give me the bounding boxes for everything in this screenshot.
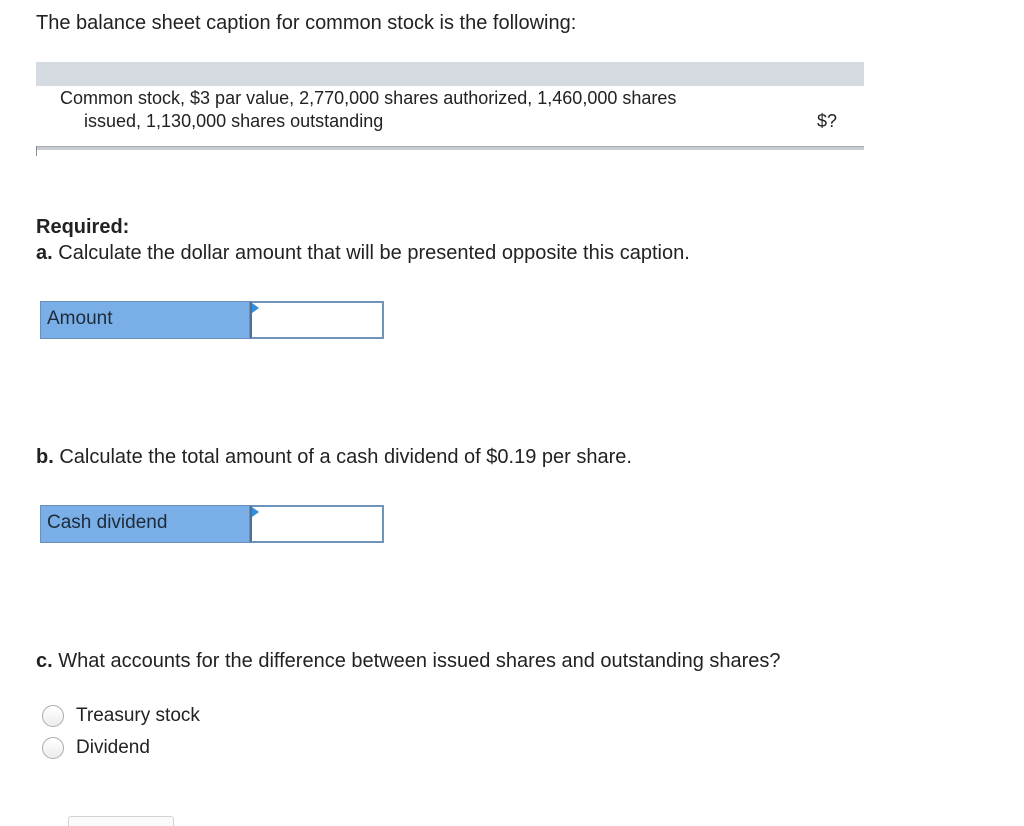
question-c-text: What accounts for the difference between issued shares and outstanding shares? — [58, 650, 781, 672]
radio-button[interactable] — [42, 737, 64, 759]
cash-dividend-input[interactable] — [252, 507, 382, 541]
question-c — [36, 650, 781, 673]
question-a — [36, 242, 690, 265]
option-treasury-stock[interactable] — [42, 705, 200, 727]
balance-sheet-bottom-rule — [36, 146, 864, 150]
option-dividend[interactable] — [42, 737, 150, 759]
caption-amount: $? — [817, 111, 838, 131]
cash-dividend-input-cell[interactable] — [250, 505, 384, 543]
amount-input-cell[interactable] — [250, 301, 384, 339]
option-label: Dividend — [76, 737, 150, 758]
input-flag-icon — [252, 507, 259, 517]
balance-sheet-rule-tick — [36, 146, 37, 156]
option-label: Treasury stock — [76, 705, 200, 726]
submit-button-partial[interactable] — [68, 816, 174, 826]
required-heading: Required: — [36, 216, 130, 238]
question-c-letter: c. — [36, 650, 53, 672]
caption-line-1: Common stock, $3 par value, 2,770,000 shares authorized, 1,460,000 shares — [60, 88, 677, 108]
cash-dividend-label: Cash dividend — [40, 505, 250, 543]
question-a-letter: a. — [36, 242, 53, 264]
question-b — [36, 446, 632, 469]
question-b-text: Calculate the total amount of a cash dividend of $0.19 per share. — [59, 446, 632, 468]
caption-line-2: issued, 1,130,000 shares outstanding — [84, 111, 384, 131]
question-b-letter: b. — [36, 446, 54, 468]
answer-row-cash-dividend — [40, 505, 384, 543]
radio-button[interactable] — [42, 705, 64, 727]
balance-sheet-header-bar — [36, 62, 864, 86]
amount-label: Amount — [40, 301, 250, 339]
answer-row-amount — [40, 301, 384, 339]
intro-text: The balance sheet caption for common stock is the following: — [36, 12, 577, 34]
balance-sheet-caption — [60, 87, 800, 133]
input-flag-icon — [252, 303, 259, 313]
question-a-text: Calculate the dollar amount that will be presented opposite this caption. — [58, 242, 690, 264]
amount-input[interactable] — [252, 303, 382, 337]
